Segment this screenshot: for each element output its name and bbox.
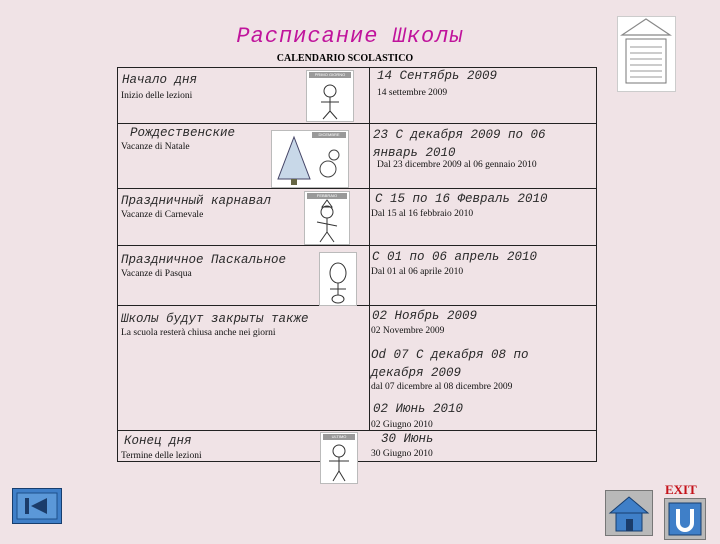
event-label-it: Vacanze di Carnevale [121, 210, 204, 220]
first-day-clipart-icon [306, 70, 354, 122]
row-divider [118, 430, 596, 431]
skip-back-button[interactable] [12, 488, 62, 524]
date-ru: С 01 по 06 апрель 2010 [372, 250, 538, 264]
date-it: 30 Giugno 2010 [371, 449, 433, 459]
column-divider [369, 67, 370, 431]
date-it: Dal 01 al 06 aprile 2010 [371, 267, 464, 277]
event-label-ru: Праздничное Паскальное [121, 253, 287, 267]
date-it: 02 Giugno 2010 [371, 420, 433, 430]
row-divider [118, 245, 596, 246]
event-label-ru: Рождественские [130, 126, 236, 140]
event-label-it: Inizio delle lezioni [121, 91, 193, 101]
date-ru: 14 Сентябрь 2009 [377, 69, 498, 83]
date-it: Dal 15 al 16 febbraio 2010 [371, 209, 474, 219]
date-ru: С 15 по 16 Февраль 2010 [375, 192, 548, 206]
event-label-ru: Начало дня [122, 73, 198, 87]
wall-calendar-icon [617, 16, 676, 92]
clipart-label: DICEMBRE [312, 132, 346, 138]
event-label-ru: Конец дня [124, 434, 192, 448]
home-icon [606, 491, 652, 535]
date-it: dal 07 dicembre al 08 dicembre 2009 [371, 382, 513, 392]
return-icon [665, 499, 705, 539]
date-it: 14 settembre 2009 [377, 88, 448, 98]
clipart-label: PRIMO GIORNO [309, 72, 351, 78]
date-it: 02 Novembre 2009 [371, 326, 445, 336]
date-ru: 23 С декабря 2009 по 06 январь 2010 [373, 128, 546, 160]
date-ru: 02 Ноябрь 2009 [372, 309, 478, 323]
row-divider [118, 188, 596, 189]
date-it: Dal 23 dicembre 2009 al 06 gennaio 2010 [377, 160, 537, 170]
event-label-ru: Праздничный карнавал [121, 194, 272, 208]
event-label-it: Vacanze di Natale [121, 142, 190, 152]
row-divider [118, 123, 596, 124]
home-button[interactable] [605, 490, 653, 536]
date-ru: 02 Июнь 2010 [373, 402, 464, 416]
date-ru: Od 07 С декабря 08 по декабря 2009 [371, 348, 529, 380]
carnival-clown-clipart-icon [304, 191, 350, 245]
event-label-it: Termine delle lezioni [121, 451, 202, 461]
date-ru: 30 Июнь [381, 432, 434, 446]
last-day-clipart-icon [320, 432, 358, 484]
clipart-label: FEBBRAIO [307, 193, 347, 199]
event-label-it: Vacanze di Pasqua [121, 269, 192, 279]
event-label-ru: Школы будут закрыты также [121, 312, 309, 326]
page-title: Расписание Школы [236, 24, 464, 49]
row-divider [118, 305, 596, 306]
skip-back-icon [13, 489, 61, 523]
clipart-label: ULTIMO GIORNO [323, 434, 355, 440]
exit-link[interactable]: EXIT [665, 482, 697, 497]
christmas-tree-clipart-icon [271, 130, 349, 188]
easter-egg-clipart-icon [319, 252, 357, 306]
page-subtitle: CALENDARIO SCOLASTICO [276, 53, 414, 64]
event-label-it: La scuola resterà chiusa anche nei giorni [121, 328, 276, 338]
return-button[interactable] [664, 498, 706, 540]
